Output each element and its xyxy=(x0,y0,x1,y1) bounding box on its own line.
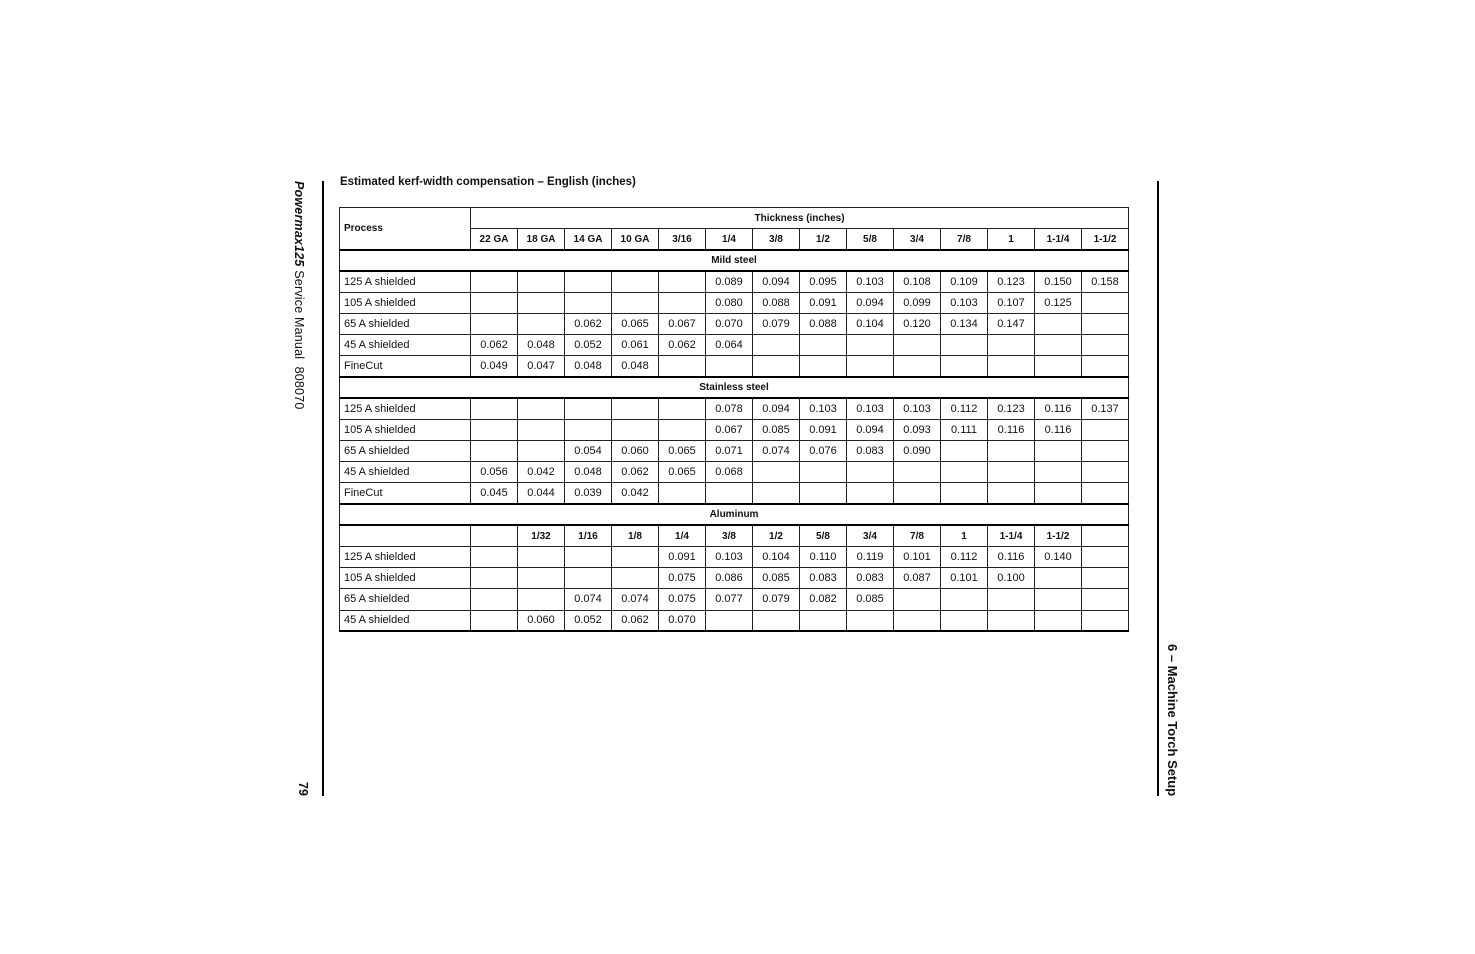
kerf-value-cell: 0.107 xyxy=(988,292,1035,313)
kerf-value-cell xyxy=(1082,292,1129,313)
aluminum-thickness-header: 7/8 xyxy=(894,525,941,546)
process-cell: 45 A shielded xyxy=(340,610,471,631)
kerf-value-cell xyxy=(471,547,518,568)
kerf-value-cell xyxy=(518,568,565,589)
kerf-value-cell: 0.074 xyxy=(753,441,800,462)
kerf-value-cell: 0.052 xyxy=(565,335,612,356)
kerf-value-cell: 0.048 xyxy=(565,356,612,377)
kerf-value-cell: 0.103 xyxy=(800,398,847,419)
aluminum-thickness-header xyxy=(471,525,518,546)
kerf-value-cell: 0.103 xyxy=(847,398,894,419)
kerf-value-cell: 0.091 xyxy=(659,547,706,568)
kerf-value-cell xyxy=(800,335,847,356)
aluminum-thickness-header: 1 xyxy=(941,525,988,546)
kerf-value-cell: 0.087 xyxy=(894,568,941,589)
aluminum-thickness-header xyxy=(1082,525,1129,546)
kerf-value-cell xyxy=(941,610,988,631)
table-row xyxy=(340,462,1129,483)
kerf-value-cell: 0.119 xyxy=(847,547,894,568)
kerf-value-cell: 0.104 xyxy=(753,547,800,568)
thickness-column-header: 1-1/2 xyxy=(1082,229,1129,250)
kerf-value-cell: 0.088 xyxy=(800,313,847,334)
kerf-value-cell: 0.094 xyxy=(847,419,894,440)
kerf-value-cell xyxy=(847,335,894,356)
kerf-value-cell: 0.076 xyxy=(800,441,847,462)
kerf-value-cell: 0.116 xyxy=(1035,419,1082,440)
kerf-value-cell: 0.071 xyxy=(706,441,753,462)
material-label: Aluminum xyxy=(340,504,1129,525)
kerf-value-cell xyxy=(894,462,941,483)
kerf-value-cell: 0.078 xyxy=(706,398,753,419)
kerf-value-cell xyxy=(706,610,753,631)
kerf-value-cell: 0.062 xyxy=(659,335,706,356)
kerf-value-cell xyxy=(565,271,612,292)
kerf-value-cell xyxy=(612,568,659,589)
kerf-value-cell xyxy=(941,483,988,504)
thickness-column-header: 14 GA xyxy=(565,229,612,250)
kerf-value-cell xyxy=(847,483,894,504)
aluminum-thickness-header: 1/2 xyxy=(753,525,800,546)
kerf-value-cell xyxy=(518,398,565,419)
kerf-value-cell: 0.067 xyxy=(659,313,706,334)
kerf-value-cell: 0.158 xyxy=(1082,271,1129,292)
kerf-value-cell xyxy=(1082,441,1129,462)
right-margin-rule xyxy=(1157,181,1159,796)
kerf-value-cell xyxy=(1035,356,1082,377)
kerf-value-cell xyxy=(518,419,565,440)
thickness-column-header: 1 xyxy=(988,229,1035,250)
kerf-value-cell: 0.137 xyxy=(1082,398,1129,419)
kerf-value-cell: 0.048 xyxy=(518,335,565,356)
thickness-column-header: 18 GA xyxy=(518,229,565,250)
kerf-value-cell: 0.150 xyxy=(1035,271,1082,292)
table-row xyxy=(340,483,1129,504)
thickness-column-header: 5/8 xyxy=(847,229,894,250)
kerf-value-cell: 0.093 xyxy=(894,419,941,440)
kerf-value-cell xyxy=(1035,462,1082,483)
thickness-column-header: 3/16 xyxy=(659,229,706,250)
kerf-value-cell xyxy=(894,356,941,377)
kerf-value-cell: 0.079 xyxy=(753,589,800,610)
kerf-value-cell xyxy=(1035,589,1082,610)
kerf-value-cell: 0.061 xyxy=(612,335,659,356)
kerf-value-cell: 0.074 xyxy=(565,589,612,610)
section-tab xyxy=(1160,181,1180,796)
kerf-value-cell: 0.049 xyxy=(471,356,518,377)
kerf-value-cell: 0.085 xyxy=(753,568,800,589)
kerf-value-cell xyxy=(518,441,565,462)
kerf-value-cell xyxy=(1035,568,1082,589)
kerf-value-cell: 0.116 xyxy=(1035,398,1082,419)
kerf-value-cell: 0.140 xyxy=(1035,547,1082,568)
kerf-value-cell: 0.101 xyxy=(941,568,988,589)
aluminum-thickness-header: 1-1/2 xyxy=(1035,525,1082,546)
kerf-value-cell xyxy=(894,335,941,356)
kerf-value-cell xyxy=(471,419,518,440)
kerf-value-cell: 0.082 xyxy=(800,589,847,610)
aluminum-thickness-header: 3/8 xyxy=(706,525,753,546)
kerf-value-cell xyxy=(565,292,612,313)
kerf-value-cell: 0.064 xyxy=(706,335,753,356)
kerf-value-cell: 0.048 xyxy=(565,462,612,483)
kerf-value-cell: 0.042 xyxy=(612,483,659,504)
kerf-value-cell xyxy=(518,589,565,610)
kerf-value-cell: 0.109 xyxy=(941,271,988,292)
kerf-value-cell: 0.056 xyxy=(471,462,518,483)
kerf-value-cell: 0.080 xyxy=(706,292,753,313)
process-cell: 105 A shielded xyxy=(340,292,471,313)
kerf-value-cell: 0.094 xyxy=(753,271,800,292)
kerf-value-cell: 0.054 xyxy=(565,441,612,462)
process-cell: 125 A shielded xyxy=(340,547,471,568)
kerf-value-cell: 0.091 xyxy=(800,292,847,313)
kerf-value-cell xyxy=(518,292,565,313)
kerf-value-cell xyxy=(471,568,518,589)
thickness-column-header: 3/4 xyxy=(894,229,941,250)
kerf-value-cell xyxy=(753,610,800,631)
kerf-value-cell xyxy=(800,610,847,631)
kerf-value-cell: 0.044 xyxy=(518,483,565,504)
kerf-value-cell: 0.070 xyxy=(659,610,706,631)
kerf-value-cell: 0.110 xyxy=(800,547,847,568)
running-head xyxy=(292,181,316,796)
kerf-value-cell: 0.094 xyxy=(847,292,894,313)
kerf-value-cell xyxy=(659,356,706,377)
kerf-value-cell xyxy=(706,356,753,377)
kerf-value-cell: 0.079 xyxy=(753,313,800,334)
table-row xyxy=(340,568,1129,589)
kerf-value-cell: 0.065 xyxy=(612,313,659,334)
kerf-value-cell xyxy=(941,589,988,610)
kerf-value-cell xyxy=(988,483,1035,504)
kerf-value-cell xyxy=(565,419,612,440)
kerf-value-cell xyxy=(988,335,1035,356)
table-row xyxy=(340,547,1129,568)
kerf-value-cell: 0.116 xyxy=(988,547,1035,568)
material-section-row xyxy=(340,377,1129,398)
kerf-value-cell xyxy=(612,419,659,440)
kerf-value-cell xyxy=(800,462,847,483)
kerf-value-cell: 0.042 xyxy=(518,462,565,483)
kerf-value-cell xyxy=(706,483,753,504)
kerf-value-cell: 0.077 xyxy=(706,589,753,610)
process-cell: FineCut xyxy=(340,483,471,504)
kerf-value-cell xyxy=(988,441,1035,462)
kerf-value-cell xyxy=(471,271,518,292)
kerf-value-cell xyxy=(518,271,565,292)
kerf-value-cell xyxy=(847,610,894,631)
aluminum-thickness-header: 5/8 xyxy=(800,525,847,546)
table-row xyxy=(340,271,1129,292)
kerf-value-cell xyxy=(471,313,518,334)
process-cell: FineCut xyxy=(340,356,471,377)
section-title: 6 – Machine Torch Setup xyxy=(1165,643,1180,796)
kerf-value-cell: 0.070 xyxy=(706,313,753,334)
kerf-value-cell xyxy=(1082,589,1129,610)
table-row xyxy=(340,610,1129,631)
process-header: Process xyxy=(340,208,471,250)
kerf-value-cell xyxy=(612,398,659,419)
kerf-value-cell: 0.062 xyxy=(612,462,659,483)
kerf-value-cell xyxy=(659,292,706,313)
kerf-value-cell xyxy=(612,271,659,292)
aluminum-thickness-header: 1/32 xyxy=(518,525,565,546)
kerf-value-cell: 0.062 xyxy=(471,335,518,356)
kerf-value-cell: 0.068 xyxy=(706,462,753,483)
process-cell: 105 A shielded xyxy=(340,568,471,589)
kerf-value-cell: 0.065 xyxy=(659,462,706,483)
kerf-value-cell: 0.099 xyxy=(894,292,941,313)
process-cell: 105 A shielded xyxy=(340,419,471,440)
kerf-value-cell xyxy=(659,271,706,292)
kerf-value-cell: 0.125 xyxy=(1035,292,1082,313)
table-row xyxy=(340,398,1129,419)
kerf-value-cell xyxy=(1082,568,1129,589)
kerf-value-cell: 0.103 xyxy=(706,547,753,568)
kerf-value-cell: 0.112 xyxy=(941,398,988,419)
kerf-value-cell: 0.103 xyxy=(894,398,941,419)
kerf-value-cell xyxy=(847,356,894,377)
kerf-value-cell: 0.065 xyxy=(659,441,706,462)
table-row xyxy=(340,419,1129,440)
process-cell: 125 A shielded xyxy=(340,398,471,419)
kerf-value-cell: 0.075 xyxy=(659,589,706,610)
kerf-value-cell xyxy=(988,589,1035,610)
kerf-value-cell xyxy=(1082,356,1129,377)
manual-name: Service Manual 808070 xyxy=(292,266,306,410)
aluminum-thickness-header: 1/4 xyxy=(659,525,706,546)
kerf-value-cell xyxy=(894,589,941,610)
kerf-value-cell xyxy=(988,462,1035,483)
thickness-column-header: 7/8 xyxy=(941,229,988,250)
kerf-value-cell xyxy=(471,441,518,462)
process-cell: 65 A shielded xyxy=(340,313,471,334)
process-cell: 65 A shielded xyxy=(340,589,471,610)
kerf-width-table xyxy=(339,207,1129,632)
table-title: Estimated kerf-width compensation – English (inches) xyxy=(340,176,636,188)
kerf-value-cell: 0.089 xyxy=(706,271,753,292)
kerf-value-cell xyxy=(1082,313,1129,334)
process-cell: 45 A shielded xyxy=(340,335,471,356)
kerf-value-cell xyxy=(894,483,941,504)
kerf-value-cell xyxy=(847,462,894,483)
kerf-value-cell: 0.083 xyxy=(800,568,847,589)
process-cell: 45 A shielded xyxy=(340,462,471,483)
aluminum-thickness-header: 1/16 xyxy=(565,525,612,546)
kerf-value-cell: 0.116 xyxy=(988,419,1035,440)
kerf-value-cell: 0.083 xyxy=(847,568,894,589)
table-row xyxy=(340,335,1129,356)
kerf-value-cell: 0.083 xyxy=(847,441,894,462)
kerf-value-cell: 0.101 xyxy=(894,547,941,568)
kerf-value-cell: 0.048 xyxy=(612,356,659,377)
kerf-value-cell: 0.103 xyxy=(941,292,988,313)
kerf-value-cell: 0.047 xyxy=(518,356,565,377)
aluminum-thickness-header: 3/4 xyxy=(847,525,894,546)
thickness-column-header: 10 GA xyxy=(612,229,659,250)
kerf-value-cell: 0.045 xyxy=(471,483,518,504)
kerf-value-cell: 0.103 xyxy=(847,271,894,292)
thickness-column-header: 1/4 xyxy=(706,229,753,250)
kerf-value-cell xyxy=(612,547,659,568)
process-cell: 65 A shielded xyxy=(340,441,471,462)
kerf-value-cell: 0.147 xyxy=(988,313,1035,334)
kerf-value-cell: 0.134 xyxy=(941,313,988,334)
kerf-value-cell: 0.094 xyxy=(753,398,800,419)
kerf-value-cell: 0.086 xyxy=(706,568,753,589)
running-head-text xyxy=(292,181,306,409)
kerf-value-cell xyxy=(612,292,659,313)
table-row xyxy=(340,356,1129,377)
kerf-value-cell xyxy=(988,610,1035,631)
kerf-value-cell: 0.062 xyxy=(565,313,612,334)
kerf-value-cell xyxy=(1035,610,1082,631)
blank-header-cell xyxy=(340,525,471,546)
kerf-value-cell xyxy=(1082,462,1129,483)
thickness-column-header: 22 GA xyxy=(471,229,518,250)
kerf-value-cell xyxy=(988,356,1035,377)
kerf-value-cell xyxy=(800,356,847,377)
kerf-value-cell: 0.085 xyxy=(753,419,800,440)
kerf-value-cell xyxy=(941,335,988,356)
kerf-value-cell xyxy=(471,398,518,419)
thickness-column-header: 1-1/4 xyxy=(1035,229,1082,250)
kerf-value-cell: 0.100 xyxy=(988,568,1035,589)
kerf-value-cell xyxy=(1082,335,1129,356)
kerf-value-cell xyxy=(941,356,988,377)
kerf-value-cell xyxy=(1035,313,1082,334)
kerf-value-cell xyxy=(800,483,847,504)
kerf-value-cell xyxy=(894,610,941,631)
kerf-value-cell: 0.111 xyxy=(941,419,988,440)
aluminum-thickness-header: 1/8 xyxy=(612,525,659,546)
table-row xyxy=(340,589,1129,610)
table-row xyxy=(340,441,1129,462)
kerf-value-cell xyxy=(941,441,988,462)
kerf-value-cell xyxy=(753,462,800,483)
product-name: Powermax125 xyxy=(292,181,306,267)
kerf-value-cell: 0.039 xyxy=(565,483,612,504)
kerf-value-cell xyxy=(1082,547,1129,568)
kerf-value-cell xyxy=(753,356,800,377)
kerf-value-cell: 0.088 xyxy=(753,292,800,313)
thickness-header: Thickness (inches) xyxy=(471,208,1129,229)
kerf-value-cell xyxy=(941,462,988,483)
material-section-row xyxy=(340,250,1129,271)
kerf-value-cell: 0.060 xyxy=(612,441,659,462)
kerf-value-cell xyxy=(753,335,800,356)
kerf-value-cell xyxy=(753,483,800,504)
kerf-value-cell: 0.095 xyxy=(800,271,847,292)
kerf-value-cell xyxy=(1035,483,1082,504)
kerf-value-cell: 0.091 xyxy=(800,419,847,440)
kerf-value-cell xyxy=(659,483,706,504)
aluminum-thickness-header: 1-1/4 xyxy=(988,525,1035,546)
thickness-column-header: 3/8 xyxy=(753,229,800,250)
kerf-value-cell: 0.120 xyxy=(894,313,941,334)
kerf-value-cell xyxy=(471,610,518,631)
kerf-value-cell: 0.123 xyxy=(988,271,1035,292)
kerf-value-cell xyxy=(659,419,706,440)
kerf-value-cell: 0.090 xyxy=(894,441,941,462)
kerf-value-cell: 0.112 xyxy=(941,547,988,568)
page-number: 79 xyxy=(296,782,310,796)
kerf-value-cell xyxy=(565,398,612,419)
kerf-value-cell: 0.075 xyxy=(659,568,706,589)
kerf-value-cell: 0.085 xyxy=(847,589,894,610)
kerf-value-cell: 0.108 xyxy=(894,271,941,292)
table-row xyxy=(340,292,1129,313)
kerf-value-cell xyxy=(1082,483,1129,504)
kerf-value-cell xyxy=(1035,441,1082,462)
table-row xyxy=(340,313,1129,334)
kerf-value-cell: 0.067 xyxy=(706,419,753,440)
kerf-value-cell xyxy=(565,547,612,568)
kerf-value-cell xyxy=(471,292,518,313)
kerf-value-cell xyxy=(1035,335,1082,356)
material-label: Stainless steel xyxy=(340,377,1129,398)
thickness-column-header: 1/2 xyxy=(800,229,847,250)
process-cell: 125 A shielded xyxy=(340,271,471,292)
kerf-value-cell: 0.074 xyxy=(612,589,659,610)
kerf-value-cell: 0.104 xyxy=(847,313,894,334)
kerf-value-cell xyxy=(471,589,518,610)
kerf-value-cell xyxy=(659,398,706,419)
kerf-value-cell xyxy=(518,547,565,568)
kerf-value-cell xyxy=(518,313,565,334)
kerf-value-cell: 0.060 xyxy=(518,610,565,631)
kerf-value-cell xyxy=(565,568,612,589)
material-section-row xyxy=(340,504,1129,525)
kerf-value-cell: 0.052 xyxy=(565,610,612,631)
material-label: Mild steel xyxy=(340,250,1129,271)
table-header-row xyxy=(340,208,1129,229)
kerf-value-cell: 0.062 xyxy=(612,610,659,631)
left-margin-rule xyxy=(322,181,324,796)
kerf-value-cell: 0.123 xyxy=(988,398,1035,419)
kerf-value-cell xyxy=(1082,610,1129,631)
aluminum-thickness-row xyxy=(340,525,1129,546)
kerf-value-cell xyxy=(1082,419,1129,440)
